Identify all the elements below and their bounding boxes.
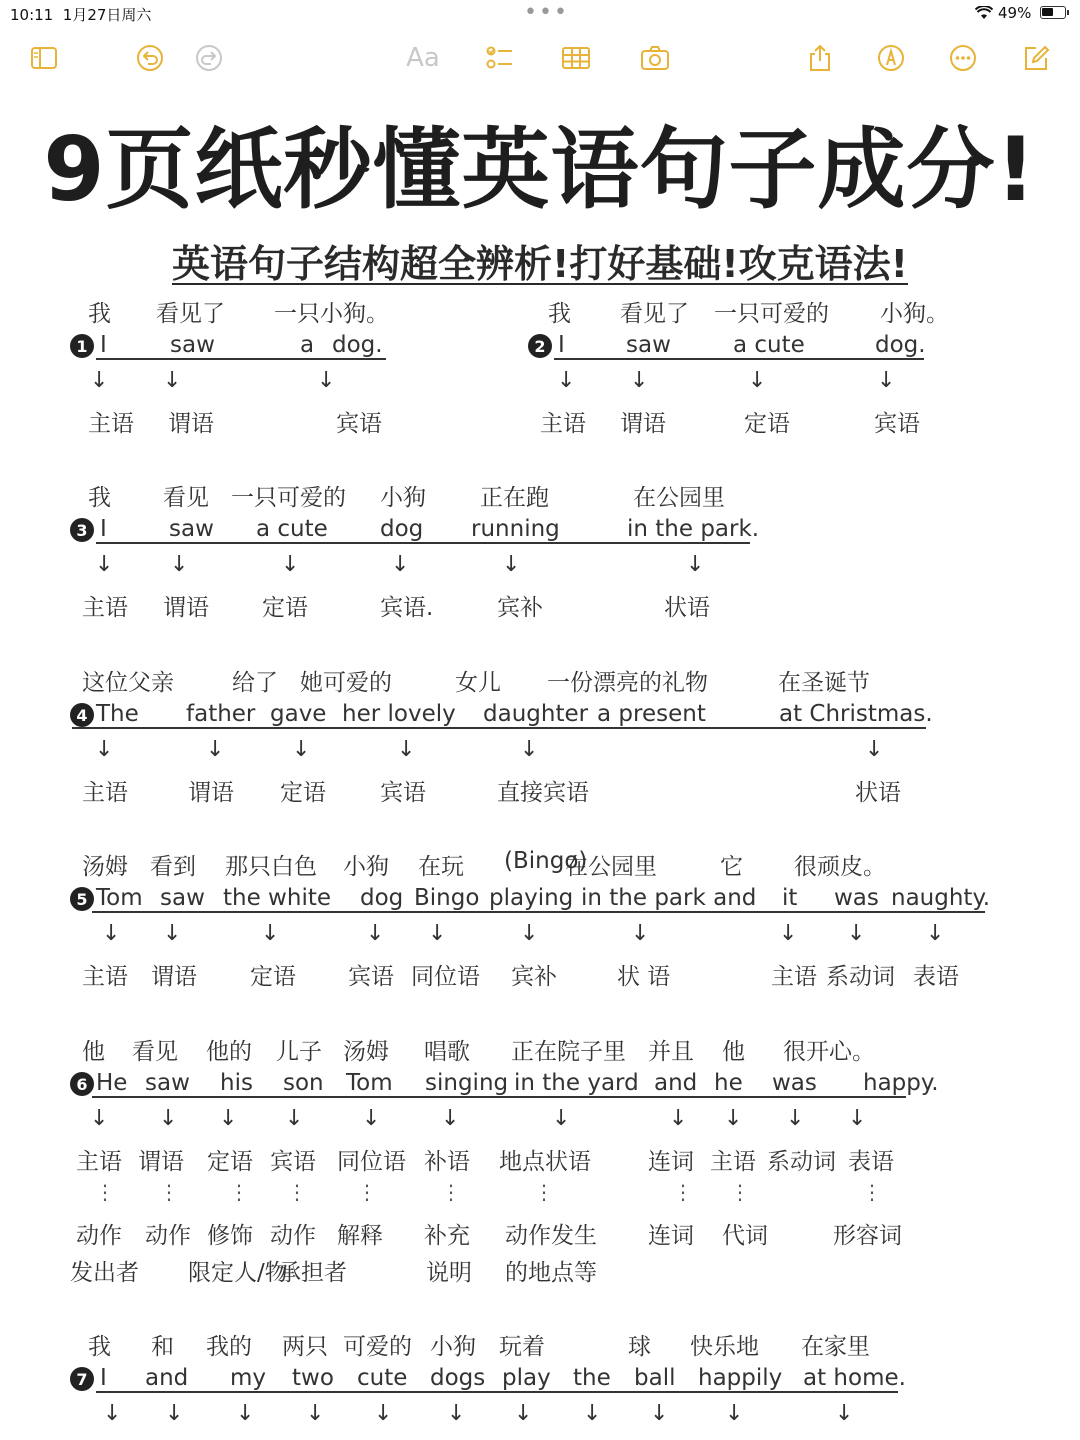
- camera-icon: [640, 43, 670, 73]
- down-arrow: ↓: [102, 921, 121, 946]
- chinese-word: 给了: [232, 670, 278, 696]
- english-word: he: [714, 1070, 743, 1096]
- grammar-role-label: 直接宾语: [497, 780, 589, 806]
- chinese-word: 正在跑: [480, 485, 549, 511]
- down-arrow: ↓: [90, 368, 109, 393]
- down-arrow: ↓: [725, 1401, 744, 1426]
- markup-button[interactable]: [873, 40, 909, 76]
- grammar-role-label: 补语: [424, 1149, 470, 1175]
- chinese-word: 儿子: [276, 1039, 322, 1065]
- role-note: 代词: [722, 1223, 768, 1249]
- down-arrow: ↓: [748, 368, 767, 393]
- sentence-underline: [92, 911, 985, 913]
- down-arrow: ↓: [848, 1106, 867, 1131]
- table-button[interactable]: [558, 40, 594, 76]
- chinese-word: 汤姆: [82, 854, 128, 880]
- chinese-word: 看见了: [156, 301, 225, 327]
- english-word: at Christmas.: [779, 701, 933, 727]
- grammar-role-label: 宾补: [497, 595, 543, 621]
- down-arrow: ↓: [374, 1401, 393, 1426]
- down-arrow: ↓: [362, 1106, 381, 1131]
- role-note-line2: 的地点等: [505, 1260, 597, 1286]
- down-arrow: ↓: [724, 1106, 743, 1131]
- english-word: son: [283, 1070, 324, 1096]
- down-arrow: ↓: [90, 1106, 109, 1131]
- english-word: a cute: [733, 332, 805, 358]
- chinese-word: 看到: [150, 854, 196, 880]
- role-note: 动作: [76, 1223, 122, 1249]
- grammar-role-label: 系动词: [767, 1149, 836, 1175]
- english-word: I: [100, 332, 107, 358]
- english-word: the white: [223, 885, 332, 911]
- down-arrow: ↓: [447, 1401, 466, 1426]
- chinese-word: 小狗: [380, 485, 426, 511]
- grammar-role-label: 宾补: [511, 964, 557, 990]
- english-word: saw: [170, 332, 215, 358]
- grammar-role-label: 主语: [76, 1149, 122, 1175]
- grammar-role-label: 系动词: [826, 964, 895, 990]
- chinese-word: 在圣诞节: [778, 670, 870, 696]
- grammar-role-label: 同位语: [411, 964, 480, 990]
- english-word: saw: [169, 516, 214, 542]
- chinese-word: 我的: [206, 1334, 252, 1360]
- grammar-role-label: 定语: [262, 595, 308, 621]
- english-word: and: [145, 1365, 189, 1391]
- chinese-word: 并且: [648, 1039, 694, 1065]
- chinese-word: 在玩: [418, 854, 464, 880]
- dotted-connector: ⋮: [862, 1180, 880, 1204]
- chinese-word: 我: [88, 1334, 111, 1360]
- down-arrow: ↓: [877, 368, 896, 393]
- sentence-underline: [72, 727, 926, 729]
- dotted-connector: ⋮: [287, 1180, 305, 1204]
- grammar-role-label: 定语: [744, 411, 790, 437]
- down-arrow: ↓: [669, 1106, 688, 1131]
- chinese-word: 一只可爱的: [231, 485, 346, 511]
- role-note: 动作: [145, 1223, 191, 1249]
- grammar-role-label: 状语: [664, 595, 710, 621]
- english-word: singing: [425, 1070, 509, 1096]
- grammar-role-label: 宾语: [874, 411, 920, 437]
- down-arrow: ↓: [786, 1106, 805, 1131]
- sentence-underline: [92, 1096, 906, 1098]
- down-arrow: ↓: [779, 921, 798, 946]
- note-title: 9页纸秒懂英语句子成分!: [43, 118, 1037, 221]
- english-word: my: [230, 1365, 267, 1391]
- grammar-role-label: 状语: [855, 780, 901, 806]
- sentence-number-badge: 5: [70, 887, 94, 911]
- chinese-word: 看见了: [620, 301, 689, 327]
- sentence-underline: [554, 358, 924, 360]
- status-time: 10:11 1月27日周六: [10, 6, 152, 24]
- compose-button[interactable]: [1018, 40, 1054, 76]
- sentence-number-badge: 1: [70, 334, 94, 358]
- grammar-role-label: 宾语: [270, 1149, 316, 1175]
- english-word: the: [573, 1365, 611, 1391]
- down-arrow: ↓: [441, 1106, 460, 1131]
- down-arrow: ↓: [391, 552, 410, 577]
- english-word: happily: [698, 1365, 783, 1391]
- table-icon: [561, 43, 591, 73]
- chinese-word: 玩着: [499, 1334, 545, 1360]
- down-arrow: ↓: [686, 552, 705, 577]
- grammar-role-label: 主语: [540, 411, 586, 437]
- dotted-connector: ⋮: [730, 1180, 748, 1204]
- sentence-underline: [96, 358, 386, 360]
- english-word: saw: [145, 1070, 190, 1096]
- battery-icon: [1040, 6, 1066, 19]
- chinese-word: 和: [151, 1334, 174, 1360]
- role-note: 动作: [270, 1223, 316, 1249]
- chinese-word: 在公园里: [565, 854, 657, 880]
- down-arrow: ↓: [520, 737, 539, 762]
- battery-percent: 49%: [998, 4, 1032, 22]
- english-word: a cute: [256, 516, 328, 542]
- english-word: at home.: [803, 1365, 906, 1391]
- english-word: dog.: [332, 332, 383, 358]
- down-arrow: ↓: [366, 921, 385, 946]
- down-arrow: ↓: [835, 1401, 854, 1426]
- english-word: a present: [597, 701, 706, 727]
- undo-button[interactable]: [132, 40, 168, 76]
- down-arrow: ↓: [428, 921, 447, 946]
- english-word: a: [300, 332, 315, 358]
- dotted-connector: ⋮: [534, 1180, 552, 1204]
- chinese-word: 我: [88, 485, 111, 511]
- chinese-word: 看见: [132, 1039, 178, 1065]
- grammar-role-label: 谓语: [188, 780, 234, 806]
- share-button[interactable]: [802, 40, 838, 76]
- sidebar-toggle-button[interactable]: [26, 40, 62, 76]
- chinese-word: 很顽皮。: [794, 854, 886, 880]
- chinese-word: 一份漂亮的礼物: [547, 670, 708, 696]
- down-arrow: ↓: [163, 368, 182, 393]
- status-bar: [0, 0, 1080, 28]
- english-word: Bingo: [414, 885, 480, 911]
- grammar-role-label: 谓语: [151, 964, 197, 990]
- chinese-word: 他: [722, 1039, 745, 1065]
- wifi-icon: [975, 6, 993, 24]
- camera-button[interactable]: [637, 40, 673, 76]
- chinese-word: 我: [548, 301, 571, 327]
- chinese-word: 两只: [282, 1334, 328, 1360]
- dotted-connector: ⋮: [95, 1180, 113, 1204]
- down-arrow: ↓: [285, 1106, 304, 1131]
- chinese-word: 小狗: [343, 854, 389, 880]
- chinese-word: 一只可爱的: [714, 301, 829, 327]
- chinese-word: 小狗: [430, 1334, 476, 1360]
- chinese-word: 很开心。: [783, 1039, 875, 1065]
- grammar-role-label: 状 语: [617, 964, 671, 990]
- english-word: father: [186, 701, 256, 727]
- grammar-role-label: 定语: [207, 1149, 253, 1175]
- chinese-word: 唱歌: [424, 1039, 470, 1065]
- grammar-role-label: 主语: [82, 780, 128, 806]
- role-note: 解释: [337, 1223, 383, 1249]
- english-word: He: [96, 1070, 128, 1096]
- grammar-role-label: 宾语: [348, 964, 394, 990]
- down-arrow: ↓: [292, 737, 311, 762]
- checklist-button[interactable]: [481, 40, 517, 76]
- down-arrow: ↓: [317, 368, 336, 393]
- english-word: was: [772, 1070, 817, 1096]
- grammar-role-label: 表语: [913, 964, 959, 990]
- down-arrow: ↓: [847, 921, 866, 946]
- english-word: happy.: [863, 1070, 939, 1096]
- down-arrow: ↓: [502, 552, 521, 577]
- role-note: 形容词: [833, 1223, 902, 1249]
- grammar-role-label: 宾语: [336, 411, 382, 437]
- role-note: 补充: [424, 1223, 470, 1249]
- multitask-dots[interactable]: •••: [524, 0, 569, 25]
- down-arrow: ↓: [103, 1401, 122, 1426]
- role-note-line2: 发出者: [70, 1260, 139, 1286]
- grammar-role-label: 连词: [648, 1149, 694, 1175]
- english-word: gave: [270, 701, 327, 727]
- english-word: saw: [160, 885, 205, 911]
- english-word: two: [292, 1365, 334, 1391]
- english-word: daughter: [483, 701, 589, 727]
- down-arrow: ↓: [219, 1106, 238, 1131]
- down-arrow: ↓: [159, 1106, 178, 1131]
- grammar-role-label: 定语: [280, 780, 326, 806]
- chinese-word: 正在院子里: [511, 1039, 626, 1065]
- chinese-word: 看见: [163, 485, 209, 511]
- english-word: Tom: [96, 885, 143, 911]
- down-arrow: ↓: [397, 737, 416, 762]
- chinese-word: 他的: [206, 1039, 252, 1065]
- english-word: and: [654, 1070, 698, 1096]
- english-word: Tom: [346, 1070, 393, 1096]
- share-icon: [805, 43, 835, 73]
- down-arrow: ↓: [163, 921, 182, 946]
- grammar-role-label: 主语: [82, 964, 128, 990]
- english-word: her lovely: [342, 701, 456, 727]
- english-word: I: [100, 516, 107, 542]
- english-word: naughty.: [891, 885, 991, 911]
- dotted-connector: ⋮: [673, 1180, 691, 1204]
- english-word: running: [471, 516, 560, 542]
- grammar-role-label: 主语: [82, 595, 128, 621]
- down-arrow: ↓: [583, 1401, 602, 1426]
- chinese-word: 这位父亲: [82, 670, 174, 696]
- down-arrow: ↓: [650, 1401, 669, 1426]
- role-note: 修饰: [207, 1223, 253, 1249]
- english-word: dog: [360, 885, 404, 911]
- down-arrow: ↓: [95, 737, 114, 762]
- role-note: 动作发生: [505, 1223, 597, 1249]
- compose-icon: [1021, 43, 1051, 73]
- down-arrow: ↓: [261, 921, 280, 946]
- english-word: in the park.: [627, 516, 760, 542]
- role-note-line2: 承担者: [278, 1260, 347, 1286]
- grammar-role-label: 宾语.: [380, 595, 434, 621]
- chinese-word: 那只白色: [225, 854, 317, 880]
- chinese-word: 在家里: [801, 1334, 870, 1360]
- english-word: dogs: [430, 1365, 486, 1391]
- english-word: I: [558, 332, 565, 358]
- chinese-word: 快乐地: [690, 1334, 759, 1360]
- more-button[interactable]: [945, 40, 981, 76]
- note-subtitle: 英语句子结构超全辨析!打好基础!攻克语法!: [172, 242, 908, 286]
- english-word: I: [100, 1365, 107, 1391]
- down-arrow: ↓: [236, 1401, 255, 1426]
- grammar-role-label: 主语: [88, 411, 134, 437]
- sidebar-icon: [29, 43, 59, 73]
- down-arrow: ↓: [557, 368, 576, 393]
- chinese-word: 他: [82, 1039, 105, 1065]
- undo-icon: [135, 43, 165, 73]
- english-word: play: [502, 1365, 551, 1391]
- down-arrow: ↓: [206, 737, 225, 762]
- sentence-number-badge: 3: [70, 518, 94, 542]
- dotted-connector: ⋮: [229, 1180, 247, 1204]
- grammar-role-label: 同位语: [337, 1149, 406, 1175]
- grammar-role-label: 定语: [250, 964, 296, 990]
- grammar-role-label: 谓语: [163, 595, 209, 621]
- role-note-line2: 限定人/物: [188, 1260, 288, 1286]
- format-button[interactable]: Aa: [406, 43, 440, 73]
- chinese-word: 可爱的: [343, 1334, 412, 1360]
- english-word: in the park and: [581, 885, 757, 911]
- checklist-icon: [484, 43, 514, 73]
- sentence-underline: [96, 1391, 898, 1393]
- sentence-number-badge: 6: [70, 1072, 94, 1096]
- english-word: dog: [380, 516, 424, 542]
- english-word: his: [220, 1070, 253, 1096]
- english-word: The: [96, 701, 139, 727]
- english-word: dog.: [875, 332, 926, 358]
- grammar-role-label: 地点状语: [499, 1149, 591, 1175]
- sentence-underline: [96, 542, 750, 544]
- grammar-role-label: 主语: [771, 964, 817, 990]
- english-word: it: [782, 885, 798, 911]
- down-arrow: ↓: [926, 921, 945, 946]
- grammar-role-label: 主语: [710, 1149, 756, 1175]
- down-arrow: ↓: [306, 1401, 325, 1426]
- english-word: in the yard: [514, 1070, 639, 1096]
- down-arrow: ↓: [865, 737, 884, 762]
- dotted-connector: ⋮: [357, 1180, 375, 1204]
- down-arrow: ↓: [95, 552, 114, 577]
- sentence-number-badge: 4: [70, 703, 94, 727]
- chinese-word: 我: [88, 301, 111, 327]
- grammar-role-label: 谓语: [138, 1149, 184, 1175]
- sentence-number-badge: 7: [70, 1367, 94, 1391]
- chinese-word: 汤姆: [343, 1039, 389, 1065]
- dotted-connector: ⋮: [441, 1180, 459, 1204]
- sentence-number-badge: 2: [528, 334, 552, 358]
- grammar-role-label: 谓语: [620, 411, 666, 437]
- redo-button[interactable]: [191, 40, 227, 76]
- down-arrow: ↓: [281, 552, 300, 577]
- ellipsis-circle-icon: [948, 43, 978, 73]
- role-note: 连词: [648, 1223, 694, 1249]
- down-arrow: ↓: [520, 921, 539, 946]
- chinese-word: (Bingo): [504, 848, 588, 874]
- chinese-word: 它: [720, 854, 743, 880]
- dotted-connector: ⋮: [159, 1180, 177, 1204]
- role-note-line2: 说明: [426, 1260, 472, 1286]
- down-arrow: ↓: [630, 368, 649, 393]
- down-arrow: ↓: [631, 921, 650, 946]
- chinese-word: 小狗。: [880, 301, 949, 327]
- english-word: playing: [489, 885, 574, 911]
- pen-circle-icon: [876, 43, 906, 73]
- english-word: cute: [357, 1365, 408, 1391]
- grammar-role-label: 谓语: [168, 411, 214, 437]
- chinese-word: 球: [628, 1334, 651, 1360]
- down-arrow: ↓: [514, 1401, 533, 1426]
- english-word: ball: [634, 1365, 676, 1391]
- chinese-word: 她可爱的: [300, 670, 392, 696]
- down-arrow: ↓: [165, 1401, 184, 1426]
- english-word: was: [834, 885, 879, 911]
- down-arrow: ↓: [552, 1106, 571, 1131]
- grammar-role-label: 表语: [848, 1149, 894, 1175]
- chinese-word: 在公园里: [633, 485, 725, 511]
- chinese-word: 女儿: [455, 670, 501, 696]
- grammar-role-label: 宾语: [380, 780, 426, 806]
- down-arrow: ↓: [170, 552, 189, 577]
- redo-icon: [194, 43, 224, 73]
- english-word: saw: [626, 332, 671, 358]
- chinese-word: 一只小狗。: [274, 301, 389, 327]
